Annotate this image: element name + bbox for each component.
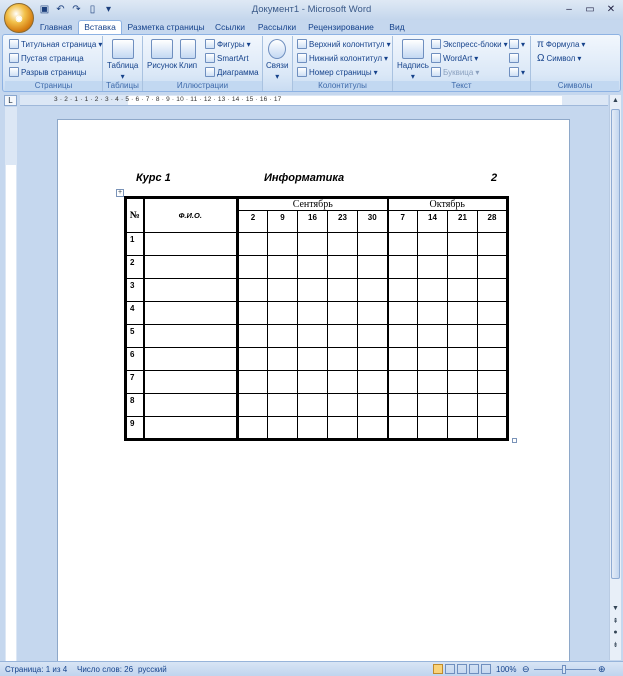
attendance-cell[interactable] [388, 279, 418, 302]
row-number: 8 [126, 394, 144, 417]
attendance-cell[interactable] [268, 279, 298, 302]
attendance-table[interactable] [124, 196, 509, 441]
table-row[interactable] [126, 279, 508, 302]
outline-icon[interactable] [469, 664, 479, 674]
quick-parts-button[interactable]: Экспресс-блоки ▾ [431, 39, 508, 49]
horizontal-ruler[interactable] [20, 95, 608, 106]
day-header: 14 [418, 211, 448, 233]
attendance-cell[interactable] [448, 279, 478, 302]
restore-icon[interactable]: ▭ [585, 3, 595, 15]
attendance-cell[interactable] [298, 233, 328, 256]
group-illustrations [143, 36, 263, 91]
tab-review[interactable]: Рецензирование [308, 22, 374, 32]
attendance-cell[interactable] [418, 233, 448, 256]
zoom-out-icon[interactable]: ⊖ [522, 664, 530, 674]
name-cell[interactable] [144, 348, 238, 371]
cover-page-icon [9, 39, 19, 49]
document-page[interactable] [57, 119, 570, 664]
month-header: Октябрь [388, 198, 508, 211]
table-icon [112, 39, 134, 59]
table-row[interactable] [126, 394, 508, 417]
day-header: 30 [358, 211, 388, 233]
table-button[interactable]: Таблица ▾ [107, 39, 138, 81]
undo-icon[interactable]: ↶ [56, 4, 65, 15]
wordart-button[interactable]: WordArt ▾ [431, 53, 478, 63]
group-label: Колонтитулы [293, 81, 392, 91]
attendance-cell[interactable] [388, 256, 418, 279]
group-label: Текст [393, 81, 530, 91]
attendance-cell[interactable] [358, 302, 388, 325]
course-label: Курс 1 [136, 172, 171, 184]
attendance-cell[interactable] [328, 417, 358, 440]
attendance-cell[interactable] [328, 371, 358, 394]
footer-icon [297, 53, 307, 63]
group-text [393, 36, 531, 91]
tab-home[interactable]: Главная [39, 22, 73, 32]
ruler-scale: 3 · 2 · 1 · 1 · 2 · 3 · 4 · 5 · 6 · 7 · 8 · 9 · 10 · 11 · 12 · 13 · 14 · 15 · 16 · 17 [54, 96, 282, 103]
word-count[interactable]: Число слов: 26 [77, 665, 134, 674]
minimize-icon[interactable]: – [566, 3, 572, 15]
web-layout-icon[interactable] [457, 664, 467, 674]
header-icon [297, 39, 307, 49]
attendance-cell[interactable] [478, 348, 508, 371]
attendance-cell[interactable] [388, 325, 418, 348]
date-time-icon [509, 53, 519, 63]
attendance-cell[interactable] [328, 279, 358, 302]
attendance-cell[interactable] [418, 325, 448, 348]
attendance-cell[interactable] [298, 279, 328, 302]
customize-qat-icon[interactable]: ▾ [105, 4, 112, 15]
tab-insert[interactable]: Вставка [78, 20, 122, 35]
attendance-cell[interactable] [328, 233, 358, 256]
name-cell[interactable] [144, 233, 238, 256]
drop-cap-button[interactable]: Буквица ▾ [431, 67, 479, 77]
attendance-cell[interactable] [478, 256, 508, 279]
attendance-cell[interactable] [328, 256, 358, 279]
prev-page-icon[interactable]: ⇞ [612, 618, 619, 625]
attendance-cell[interactable] [448, 256, 478, 279]
office-button[interactable]: ◉ [4, 3, 34, 33]
clip-icon [180, 39, 196, 59]
table-row[interactable] [126, 417, 508, 440]
redo-icon[interactable]: ↷ [72, 4, 81, 15]
name-cell[interactable] [144, 279, 238, 302]
equation-button[interactable]: π Формула ▾ [537, 39, 586, 50]
scroll-thumb[interactable] [611, 109, 620, 579]
day-header: 9 [268, 211, 298, 233]
attendance-cell[interactable] [238, 302, 268, 325]
full-reading-icon[interactable] [445, 664, 455, 674]
table-row[interactable] [126, 325, 508, 348]
day-header: 16 [298, 211, 328, 233]
attendance-cell[interactable] [448, 348, 478, 371]
attendance-cell[interactable] [388, 233, 418, 256]
attendance-cell[interactable] [418, 371, 448, 394]
attendance-cell[interactable] [238, 279, 268, 302]
chart-icon [205, 67, 215, 77]
attendance-cell[interactable] [238, 348, 268, 371]
subject-label: Информатика [264, 172, 345, 184]
attendance-cell[interactable] [268, 417, 298, 440]
blank-page-button[interactable]: Пустая страница [9, 53, 84, 63]
textbox-button[interactable]: Надпись ▾ [397, 39, 429, 81]
table-move-handle[interactable]: + [117, 189, 123, 196]
tab-view[interactable]: Вид [389, 22, 405, 32]
ribbon [2, 34, 621, 92]
attendance-cell[interactable] [358, 233, 388, 256]
attendance-cell[interactable] [358, 348, 388, 371]
attendance-cell[interactable] [238, 417, 268, 440]
attendance-cell[interactable] [448, 417, 478, 440]
table-resize-handle[interactable] [512, 438, 517, 443]
row-number: 3 [126, 279, 144, 302]
attendance-cell[interactable] [238, 371, 268, 394]
ribbon-tabs [0, 20, 623, 34]
table-row[interactable] [126, 371, 508, 394]
draft-icon[interactable] [481, 664, 491, 674]
attendance-cell[interactable] [268, 302, 298, 325]
wordart-icon [431, 53, 441, 63]
row-number: 5 [126, 325, 144, 348]
links-button[interactable]: Связи ▾ [266, 39, 288, 81]
name-cell[interactable] [144, 302, 238, 325]
tab-mailings[interactable]: Рассылки [257, 22, 297, 32]
attendance-cell[interactable] [298, 256, 328, 279]
attendance-cell[interactable] [418, 417, 448, 440]
attendance-cell[interactable] [478, 417, 508, 440]
page-break-button[interactable]: Разрыв страницы [9, 67, 87, 77]
cover-page-button[interactable]: Титульная страница ▾ [9, 39, 102, 49]
ruler-text-area [6, 165, 16, 662]
footer-button[interactable]: Нижний колонтитул ▾ [297, 53, 388, 63]
attendance-cell[interactable] [298, 302, 328, 325]
date-time-button[interactable] [509, 53, 519, 63]
object-button[interactable]: ▾ [509, 67, 525, 77]
group-header-footer [293, 36, 393, 91]
browse-object-icon[interactable]: ● [613, 629, 618, 636]
attendance-cell[interactable] [388, 417, 418, 440]
vertical-ruler[interactable] [5, 107, 17, 662]
attendance-cell[interactable] [478, 279, 508, 302]
attendance-cell[interactable] [298, 325, 328, 348]
smartart-button[interactable]: SmartArt [205, 53, 249, 63]
group-label: Страницы [5, 81, 102, 91]
picture-button[interactable]: Рисунок [147, 39, 177, 70]
attendance-cell[interactable] [418, 348, 448, 371]
scroll-down-icon[interactable]: ▼ [612, 605, 619, 612]
attendance-cell[interactable] [328, 302, 358, 325]
save-icon[interactable]: ▣ [39, 4, 50, 15]
attendance-cell[interactable] [448, 371, 478, 394]
signature-line-button[interactable]: ▾ [509, 39, 525, 49]
shapes-icon [205, 39, 215, 49]
attendance-cell[interactable] [448, 233, 478, 256]
print-layout-icon[interactable] [433, 664, 443, 674]
chart-button[interactable]: Диаграмма [205, 67, 259, 77]
attendance-cell[interactable] [268, 325, 298, 348]
group-symbols [531, 36, 619, 91]
attendance-cell[interactable] [448, 302, 478, 325]
next-page-icon[interactable]: ⇟ [612, 642, 619, 649]
attendance-cell[interactable] [238, 394, 268, 417]
attendance-cell[interactable] [328, 394, 358, 417]
name-cell[interactable] [144, 371, 238, 394]
attendance-cell[interactable] [268, 394, 298, 417]
attendance-cell[interactable] [238, 256, 268, 279]
attendance-cell[interactable] [478, 371, 508, 394]
zoom-slider-thumb[interactable] [562, 665, 566, 674]
attendance-cell[interactable] [418, 394, 448, 417]
day-header: 28 [478, 211, 508, 233]
attendance-cell[interactable] [418, 256, 448, 279]
attendance-cell[interactable] [448, 325, 478, 348]
omega-icon: Ω [537, 53, 545, 64]
group-label: Таблицы [103, 81, 142, 91]
page-count[interactable]: Страница: 1 из 4 [5, 665, 68, 674]
row-number: 7 [126, 371, 144, 394]
attendance-cell[interactable] [478, 302, 508, 325]
signature-icon [509, 39, 519, 49]
attendance-cell[interactable] [478, 394, 508, 417]
attendance-cell[interactable] [298, 417, 328, 440]
globe-icon [268, 39, 286, 59]
attendance-cell[interactable] [268, 371, 298, 394]
blank-page-icon [9, 53, 19, 63]
day-header: 7 [388, 211, 418, 233]
page-number-icon [297, 67, 307, 77]
col-header-number: № [126, 198, 144, 233]
name-cell[interactable] [144, 256, 238, 279]
group-label: Символы [531, 81, 619, 91]
attendance-cell[interactable] [388, 394, 418, 417]
attendance-cell[interactable] [358, 394, 388, 417]
table-row[interactable] [126, 256, 508, 279]
attendance-cell[interactable] [418, 302, 448, 325]
scroll-up-icon[interactable]: ▲ [612, 97, 619, 104]
attendance-cell[interactable] [358, 325, 388, 348]
close-icon[interactable]: ✕ [606, 3, 616, 15]
row-number: 1 [126, 233, 144, 256]
attendance-cell[interactable] [358, 417, 388, 440]
zoom-level[interactable]: 100% [496, 665, 517, 674]
vertical-scrollbar[interactable] [609, 95, 621, 660]
attendance-cell[interactable] [388, 371, 418, 394]
smartart-icon [205, 53, 215, 63]
symbol-button[interactable]: Ω Символ ▾ [537, 53, 582, 64]
attendance-cell[interactable] [358, 279, 388, 302]
tab-page-layout[interactable]: Разметка страницы [127, 22, 205, 32]
row-number: 6 [126, 348, 144, 371]
page-number-button[interactable]: Номер страницы ▾ [297, 67, 378, 77]
attendance-cell[interactable] [298, 348, 328, 371]
day-header: 2 [238, 211, 268, 233]
drop-cap-icon [431, 67, 441, 77]
group-links [263, 36, 293, 91]
pi-icon: π [537, 39, 544, 50]
zoom-in-icon[interactable]: ⊕ [598, 664, 606, 674]
attendance-cell[interactable] [448, 394, 478, 417]
attendance-cell[interactable] [328, 325, 358, 348]
zoom-slider[interactable] [534, 669, 596, 670]
attendance-cell[interactable] [268, 256, 298, 279]
attendance-cell[interactable] [358, 256, 388, 279]
page-break-icon [9, 67, 19, 77]
table-row[interactable] [126, 348, 508, 371]
row-number: 9 [126, 417, 144, 440]
day-header: 21 [448, 211, 478, 233]
object-icon [509, 67, 519, 77]
window-title: Документ1 - Microsoft Word [251, 4, 372, 15]
month-header: Сентябрь [238, 198, 388, 211]
clip-button[interactable]: Клип [179, 39, 197, 70]
day-header: 23 [328, 211, 358, 233]
row-number: 4 [126, 302, 144, 325]
name-cell[interactable] [144, 394, 238, 417]
attendance-cell[interactable] [238, 233, 268, 256]
group-pages [5, 36, 103, 91]
row-number: 2 [126, 256, 144, 279]
page-number-label: 2 [491, 172, 498, 184]
table-row[interactable] [126, 302, 508, 325]
shapes-button[interactable]: Фигуры ▾ [205, 39, 251, 49]
attendance-cell[interactable] [298, 394, 328, 417]
attendance-cell[interactable] [268, 348, 298, 371]
quick-parts-icon [431, 39, 441, 49]
attendance-cell[interactable] [238, 325, 268, 348]
col-header-name: Ф.И.О. [144, 198, 238, 233]
textbox-icon [402, 39, 424, 59]
new-document-icon[interactable]: ▯ [89, 4, 96, 15]
attendance-cell[interactable] [418, 279, 448, 302]
tab-selector[interactable]: L [4, 95, 17, 106]
attendance-cell[interactable] [298, 371, 328, 394]
attendance-cell[interactable] [478, 233, 508, 256]
attendance-cell[interactable] [328, 348, 358, 371]
attendance-cell[interactable] [478, 325, 508, 348]
attendance-cell[interactable] [388, 348, 418, 371]
view-buttons [433, 664, 491, 674]
language[interactable]: русский [138, 665, 167, 674]
attendance-cell[interactable] [388, 302, 418, 325]
tab-references[interactable]: Ссылки [215, 22, 245, 32]
picture-icon [151, 39, 173, 59]
group-label: Иллюстрации [143, 81, 262, 91]
header-button[interactable]: Верхний колонтитул ▾ [297, 39, 391, 49]
name-cell[interactable] [144, 417, 238, 440]
attendance-cell[interactable] [268, 233, 298, 256]
group-tables [103, 36, 143, 91]
attendance-cell[interactable] [358, 371, 388, 394]
name-cell[interactable] [144, 325, 238, 348]
status-bar [0, 661, 623, 676]
table-row[interactable] [126, 233, 508, 256]
title-bar [0, 0, 623, 20]
